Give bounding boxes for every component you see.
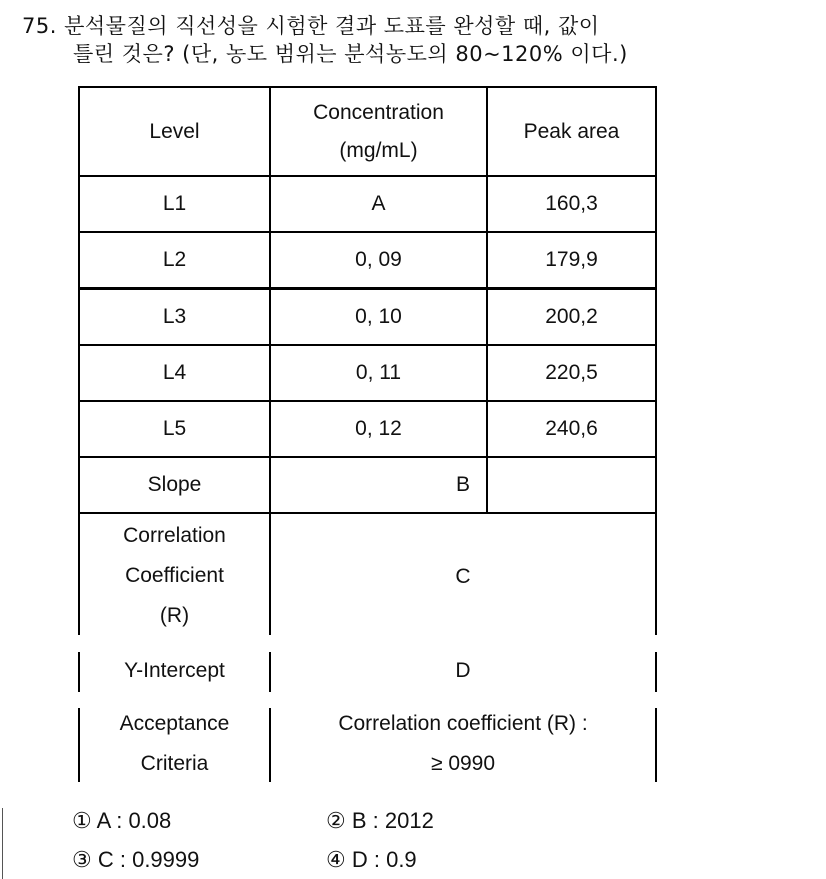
- option-3[interactable]: [72, 847, 199, 873]
- acceptance-value: [271, 704, 655, 784]
- option-marker-3-icon: ③: [72, 847, 92, 872]
- option-text: C : 0.9999: [97, 847, 200, 872]
- correlation-label-line2: Coefficient: [125, 563, 224, 587]
- acceptance-value-line1: Correlation coefficient (R) :: [338, 712, 588, 735]
- option-text: A : 0.08: [96, 808, 172, 833]
- acceptance-value-line2: ≥ 0990: [430, 752, 496, 775]
- option-marker-1-icon: ①: [72, 808, 92, 833]
- slope-label: Slope: [147, 473, 202, 496]
- question-number: 75.: [22, 14, 57, 38]
- margin-line: [2, 808, 3, 879]
- acceptance-label-line1: Acceptance: [119, 712, 230, 735]
- cell-concentration: 0, 12: [355, 417, 402, 440]
- option-4[interactable]: [326, 847, 417, 873]
- option-marker-2-icon: ②: [326, 808, 346, 833]
- intercept-value: D: [455, 659, 471, 682]
- question-text-1: 분석물질의 직선성을 시험한 결과 도표를 완성할 때, 값이: [64, 14, 600, 38]
- correlation-label-line3: (R): [159, 603, 190, 627]
- cell-level: L5: [162, 417, 187, 440]
- header-concentration-line1: Concentration: [313, 100, 444, 124]
- cell-peak-area: 179,9: [545, 248, 598, 271]
- option-1[interactable]: [72, 808, 171, 834]
- cell-concentration: 0, 11: [355, 361, 402, 384]
- question-line-2: 틀린 것은? (단, 농도 범위는 분석농도의 80~120% 이다.): [73, 42, 628, 66]
- header-level: Level: [149, 119, 200, 143]
- header-concentration: [271, 88, 486, 175]
- cell-level: L1: [162, 192, 187, 215]
- option-2[interactable]: [326, 808, 434, 834]
- cell-concentration: 0, 10: [355, 305, 402, 328]
- correlation-label: [80, 516, 269, 635]
- correlation-value: C: [455, 564, 471, 588]
- cell-concentration: A: [371, 192, 386, 215]
- acceptance-label-line2: Criteria: [140, 752, 209, 775]
- cell-peak-area: 240,6: [545, 417, 598, 440]
- acceptance-label: [80, 704, 269, 784]
- option-text: D : 0.9: [351, 847, 417, 872]
- cell-level: L3: [162, 305, 187, 328]
- intercept-label: Y-Intercept: [124, 659, 225, 682]
- cell-peak-area: 160,3: [545, 192, 598, 215]
- correlation-label-line1: Correlation: [123, 523, 226, 547]
- cell-level: L4: [162, 361, 187, 384]
- option-text: B : 2012: [351, 808, 434, 833]
- cell-concentration: 0, 09: [355, 248, 402, 271]
- header-concentration-line2: (mg/mL): [339, 138, 418, 162]
- cell-level: L2: [162, 248, 187, 271]
- option-marker-4-icon: ④: [326, 847, 346, 872]
- header-peak-area: Peak area: [523, 119, 620, 143]
- cell-peak-area: 220,5: [545, 361, 598, 384]
- slope-value: B: [455, 473, 470, 496]
- cell-peak-area: 200,2: [545, 305, 598, 328]
